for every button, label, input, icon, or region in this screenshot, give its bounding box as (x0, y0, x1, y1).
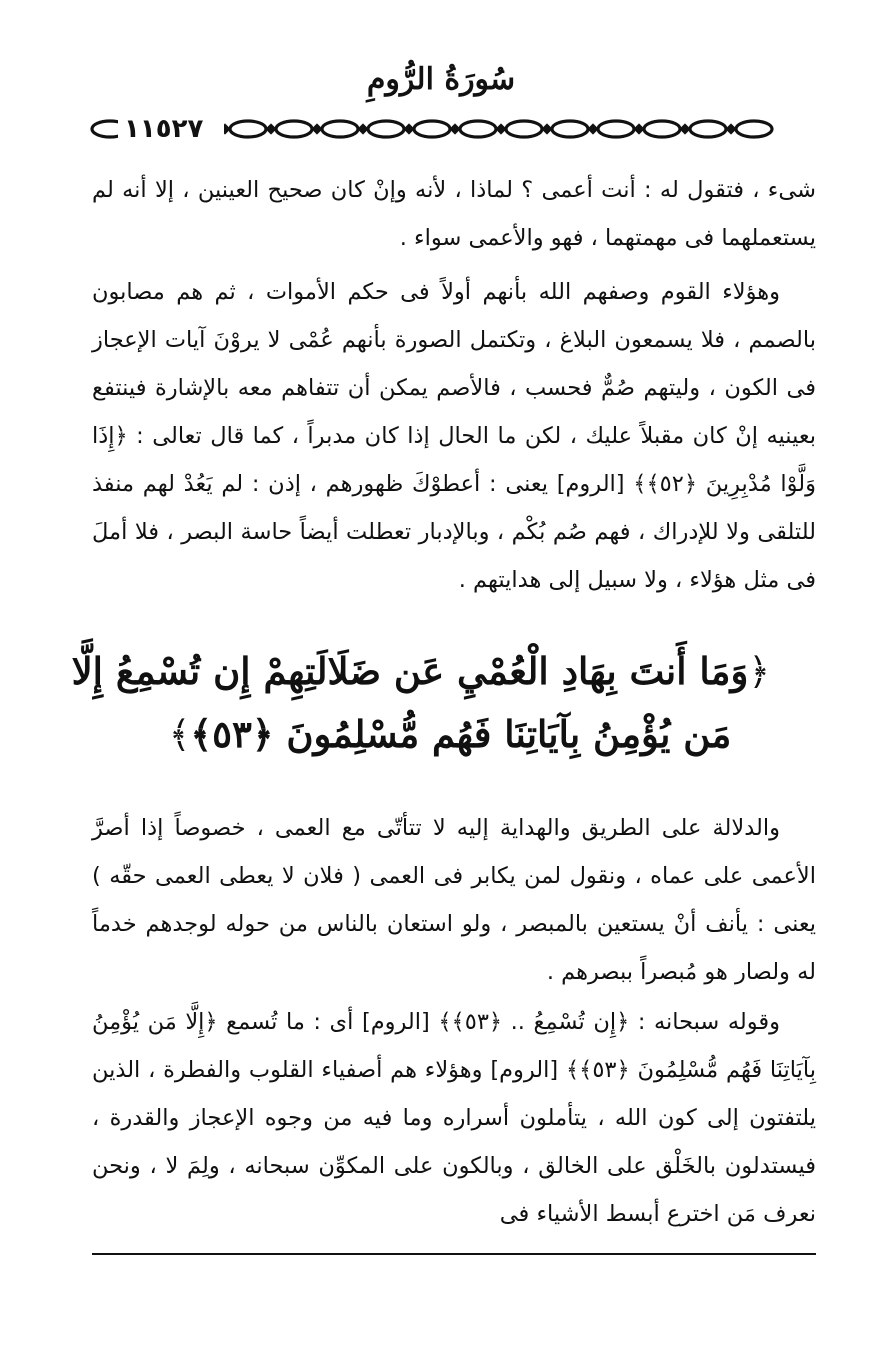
band-dot (541, 123, 552, 134)
band-oval (506, 121, 542, 137)
verse-open-ornament: ﴿ (748, 650, 770, 693)
page-number: ١١٥٢٧ (118, 112, 224, 146)
quran-verse (71, 640, 770, 766)
verse-text-1: وَمَا أَنتَ بِهَادِ الْعُمْيِ عَن ضَلَالَتِهِمْ إِن تُسْمِعُ إِلَّا (71, 649, 749, 693)
band-dot (357, 123, 368, 134)
band-oval (552, 121, 588, 137)
band-oval (230, 121, 266, 137)
band-oval (322, 121, 358, 137)
verse-close-ornament: ﴾ (168, 713, 191, 756)
footer-rule (92, 1253, 816, 1255)
band-dot (311, 123, 322, 134)
band-oval (736, 121, 772, 137)
band-dot (265, 123, 276, 134)
band-dot (633, 123, 644, 134)
band-oval (414, 121, 450, 137)
band-oval (460, 121, 496, 137)
band-oval (276, 121, 312, 137)
band-dot (725, 123, 736, 134)
band-oval (598, 121, 634, 137)
verse-line-2 (130, 703, 770, 766)
verse-line-1 (71, 640, 770, 703)
band-oval (644, 121, 680, 137)
band-dot (495, 123, 506, 134)
band-oval (690, 121, 726, 137)
band-dot (449, 123, 460, 134)
paragraph-2: وهؤلاء القوم وصفهم الله بأنهم أولاً فى حكم الأموات ، ثم هم مصابون بالصمم ، فلا يسمعون البلاغ ، وتكتمل الصورة بأنهم عُمْى لا يروْنَ آيات الإعجاز فى الكون ، وليتهم صُمٌّ فحسب ، فالأصم يمكن أن تتفاهم معه بالإشارة فينتفع بعينيه إنْ كان مقبلاً عليك ، لكن ما الحال إذا كان مدبراً ، كما قال تعالى : ﴿إِذَا وَلَّوْا مُدْبِرِينَ ﴿٥٢﴾﴾ [الروم] يعنى : أعطوْكَ ظهورهم ، إذن : لم يَعُدْ لهم منفذ للتلقى ولا للإدراك ، فهم صُم بُكْم ، وبالإدبار تعطلت أيضاً حاسة البصر ، فلا أملَ فى مثل هؤلاء ، ولا سبيل إلى هدايتهم . (92, 279, 816, 593)
paragraph-4: وقوله سبحانه : ﴿إِن تُسْمِعُ .. ﴿٥٣﴾﴾ [الروم] أى : ما تُسمع ﴿إِلَّا مَن يُؤْمِنُ بِآيَاتِنَا فَهُم مُّسْلِمُونَ ﴿٥٣﴾﴾ [الروم] وهؤلاء هم أصفياء القلوب والفطرة ، الذين يلتفتون إلى كون الله ، يتأملون أسراره وما فيه من وجوه الإعجاز والقدرة ، فيستدلون بالخَلْق على الخالق ، وبالكون على المكوِّن سبحانه ، ولِمَ لا ، ونحن نعرف مَن اخترع أبسط الأشياء فى (92, 1009, 816, 1227)
band-oval (368, 121, 404, 137)
paragraph-1: شىء ، فتقول له : أنت أعمى ؟ لماذا ، لأنه وإنْ كان صحيح العينين ، إلا أنه لم يستعملهما فى مهمتهما ، فهو والأعمى سواء . (92, 177, 816, 251)
band-dot (587, 123, 598, 134)
band-dot (403, 123, 414, 134)
verse-text-2: مَن يُؤْمِنُ بِآيَاتِنَا فَهُم مُّسْلِمُونَ ﴿٥٣﴾ (190, 712, 732, 756)
paragraph-3: والدلالة على الطريق والهداية إليه لا تتأتّى مع العمى ، خصوصاً إذا أصرَّ الأعمى على عماه ، ونقول لمن يكابر فى العمى ( فلان لا يعطى العمى حقّه ) يعنى : يأنف أنْ يستعين بالمبصر ، ولو استعان بالناس من حوله لوجدهم خدماً له ولصار هو مُبصراً ببصرهم . (92, 815, 816, 985)
band-dot (679, 123, 690, 134)
surah-title: سُورَةُ الرُّومِ (366, 62, 516, 97)
